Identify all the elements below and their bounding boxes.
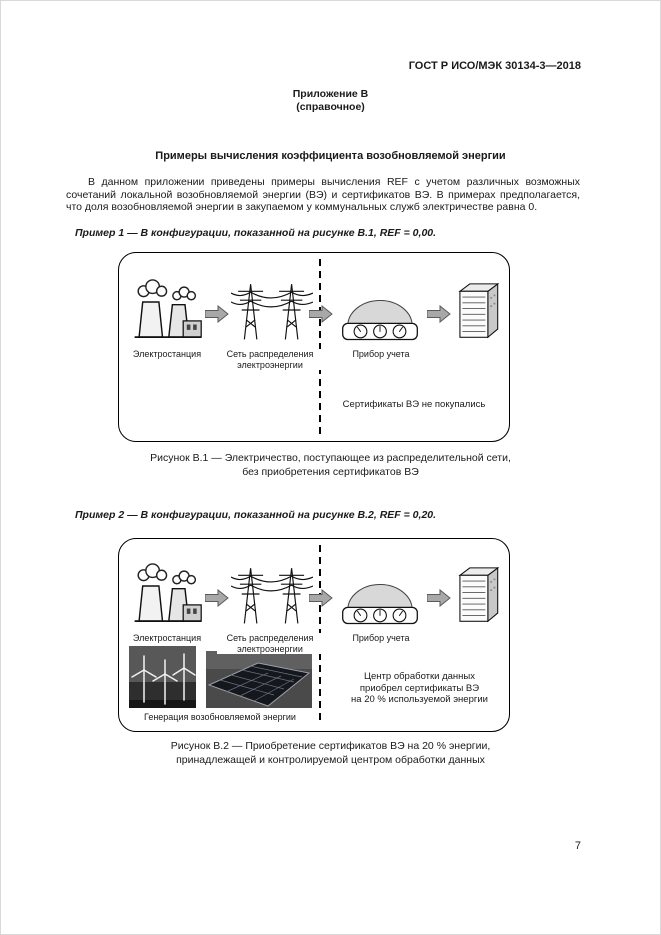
figure-b2-caption [0,740,661,767]
grid-label: Сеть распределения электроэнергии [217,633,323,654]
certificates-note: Сертификаты ВЭ не покупались [342,399,486,410]
certificates-note-line: на 20 % используемой энергии [351,694,488,705]
transmission-towers-icon [231,561,313,627]
example-1-heading: Пример 1 — В конфигурации, показанной на рисунке В.1, REF = 0,00. [75,227,437,239]
arrow-right-icon [309,305,333,323]
power-station-icon [131,279,203,343]
appendix-title: Приложение В [292,88,369,100]
figure-b1-caption [0,452,661,479]
example-2-heading: Пример 2 — В конфигурации, показанной на рисунке В.2, REF = 0,20. [75,509,437,521]
power-station-label: Электростанция [121,349,213,360]
intro-paragraph: В данном приложении приведены примеры вычисления REF с учетом различных возможных сочетаний локальной возобновляемой энергии (ВЭ) и сертификатов ВЭ. В примерах предполагается, что доля возобновляемой энергии в закупаемом у коммунальных служб электричестве равна 0. [66,176,580,213]
arrow-right-icon [205,589,229,607]
caption-line: Рисунок В.2 — Приобретение сертификатов ВЭ на 20 % энергии, [170,740,491,752]
certificates-note [332,671,507,706]
caption-line: без приобретения сертификатов ВЭ [242,465,419,478]
arrow-right-icon [205,305,229,323]
document-header: ГОСТ Р ИСО/МЭК 30134-3—2018 [408,60,581,72]
transmission-towers-icon [231,277,313,343]
solar-panels-photo [206,651,312,708]
metering-device-icon [341,581,419,627]
arrow-right-icon [309,589,333,607]
ownership-boundary-dashed-line [319,259,321,435]
caption-line: принадлежащей и контролируемой центром обработки данных [176,753,485,766]
appendix-heading [0,88,661,114]
figure-b2 [118,538,510,732]
meter-label: Прибор учета [333,633,429,644]
page-number: 7 [574,840,581,852]
figure-b1 [118,252,510,442]
power-station-label: Электростанция [121,633,213,644]
meter-label: Прибор учета [333,349,429,360]
caption-line: Рисунок В.1 — Электричество, поступающее из распределительной сети, [150,452,511,464]
certificates-note-line: приобрел сертификаты ВЭ [359,682,480,694]
arrow-right-icon [427,589,451,607]
section-title: Примеры вычисления коэффициента возобновляемой энергии [155,150,506,162]
server-rack-icon [455,279,501,343]
wind-turbines-photo [129,646,196,708]
power-station-icon [131,563,203,627]
grid-label: Сеть распределения электроэнергии [217,349,323,370]
server-rack-icon [455,563,501,627]
renewable-generation-label: Генерация возобновляемой энергии [144,712,296,722]
metering-device-icon [341,297,419,343]
certificates-note-line: Центр обработки данных [364,671,475,682]
appendix-subtitle: (справочное) [296,101,365,113]
arrow-right-icon [427,305,451,323]
